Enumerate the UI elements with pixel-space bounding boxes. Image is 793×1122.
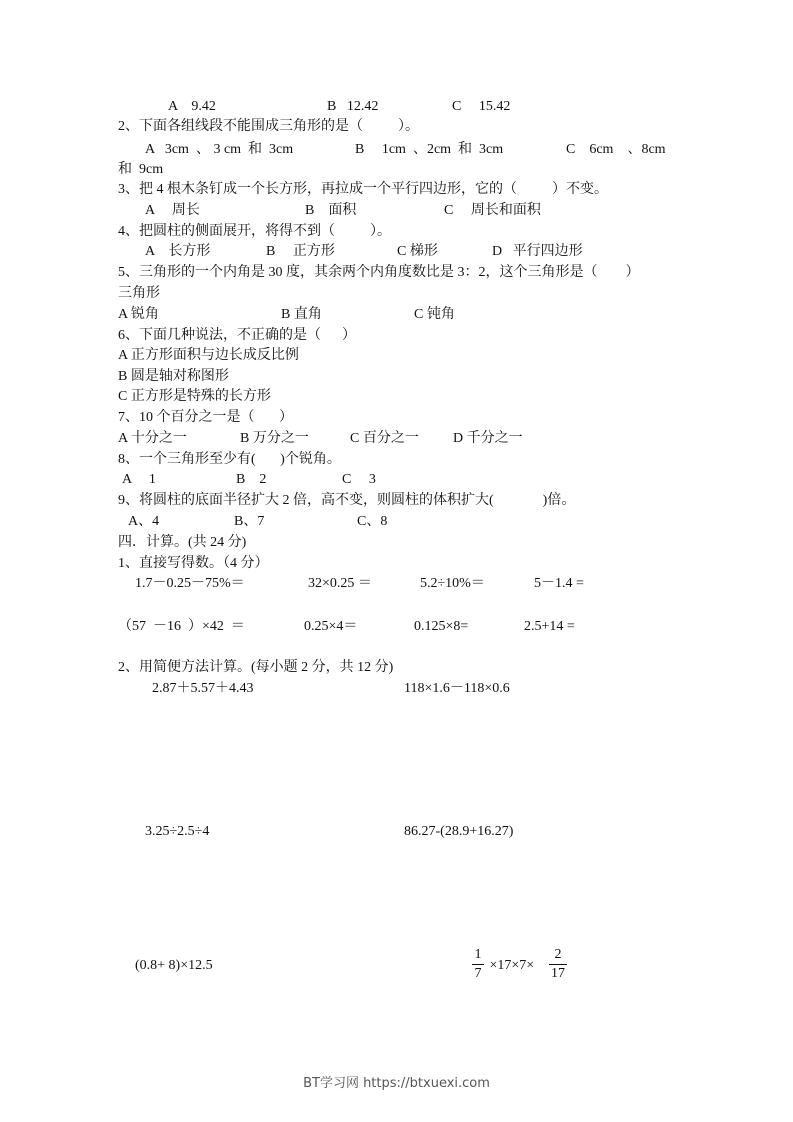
option-a: A 周长 [145,203,200,218]
calc-item: （57 －16 ）×42 ＝ [118,619,245,634]
option-a: A、4 [128,514,160,529]
option-c: C、8 [357,514,388,529]
option-d: D 平行四边形 [492,244,583,259]
option-c: C 梯形 [397,244,438,259]
question-4: 4、把圆柱的侧面展开，将得不到（ ）。 [118,224,391,239]
question-7: 7、10 个百分之一是（ ） [118,410,293,425]
calc-item: 5－1.4 = [534,576,584,591]
option-c: C 6cm 、8cm [566,142,666,157]
option-c: C 正方形是特殊的长方形 [118,389,271,404]
option-a: A 正方形面积与边长成反比例 [118,348,299,363]
question-3: 3、把 4 根木条钉成一个长方形，再拉成一个平行四边形，它的（ ）不变。 [118,182,608,197]
option-b: B 万分之一 [240,431,309,446]
option-b: B 正方形 [266,244,335,259]
option-c-cont: 和 9cm [118,162,164,177]
option-b: B 面积 [305,203,357,218]
problem: 86.27-(28.9+16.27) [404,824,514,839]
denominator: 17 [551,966,565,981]
option-b: B 2 [236,472,267,487]
option-a: A 3cm 、 3 cm 和 3cm [145,142,294,157]
calc-item: 2.5+14 = [524,619,575,634]
option-c: C 15.42 [452,99,511,114]
expression-middle: ×17×7× [486,958,535,973]
option-d: D 千分之一 [453,431,523,446]
question-5: 5、三角形的一个内角是 30 度，其余两个内角度数比是 3：2，这个三角形是（ ） [118,265,640,280]
problem: (0.8+ 8)×12.5 [135,958,213,973]
option-a: A 1 [122,472,156,487]
option-c: C 周长和面积 [444,203,541,218]
option-a: A 十分之一 [118,431,187,446]
calc-item: 1.7－0.25－75%＝ [135,576,245,591]
numerator: 2 [554,947,562,962]
option-b: B 12.42 [327,99,379,114]
question-9: 9、将圆柱的底面半径扩大 2 倍，高不变，则圆柱的体积扩大( )倍。 [118,493,576,508]
problem: 2.87＋5.57＋4.43 [152,681,254,696]
option-b: B 圆是轴对称图形 [118,369,229,384]
option-c: C 百分之一 [350,431,419,446]
option-c: C 3 [342,472,376,487]
calc-item: 5.2÷10%＝ [420,576,485,591]
option-a: A 长方形 [145,244,211,259]
option-a: A 锐角 [118,307,159,322]
option-c: C 钝角 [414,307,455,322]
problem: 118×1.6－118×0.6 [404,681,510,696]
calc-item: 0.25×4＝ [304,619,358,634]
option-a: A 9.42 [168,99,216,114]
footer-watermark: BT学习网 https://btxuexi.com [303,1076,490,1091]
option-b: B、7 [234,514,265,529]
problem: 3.25÷2.5÷4 [145,824,210,839]
option-b: B 直角 [281,307,322,322]
calc-item: 0.125×8= [414,619,469,634]
part1-title: 1、直接写得数。（4 分） [118,556,269,571]
question-8: 8、一个三角形至少有( )个锐角。 [118,452,341,467]
fraction [472,947,484,982]
option-b: B 1cm 、2cm 和 3cm [355,142,504,157]
question-5-cont: 三角形 [118,286,160,301]
section-title: 四．计算。(共 24 分) [118,535,247,550]
numerator: 1 [474,947,482,962]
part2-title: 2、用简便方法计算。(每小题 2 分，共 12 分) [118,660,394,675]
denominator: 7 [474,966,482,981]
question-2: 2、下面各组线段不能围成三角形的是（ ）。 [118,119,419,134]
fraction [549,947,567,982]
question-6: 6、下面几种说法，不正确的是（ ） [118,328,356,343]
calc-item: 32×0.25 ＝ [308,576,372,591]
